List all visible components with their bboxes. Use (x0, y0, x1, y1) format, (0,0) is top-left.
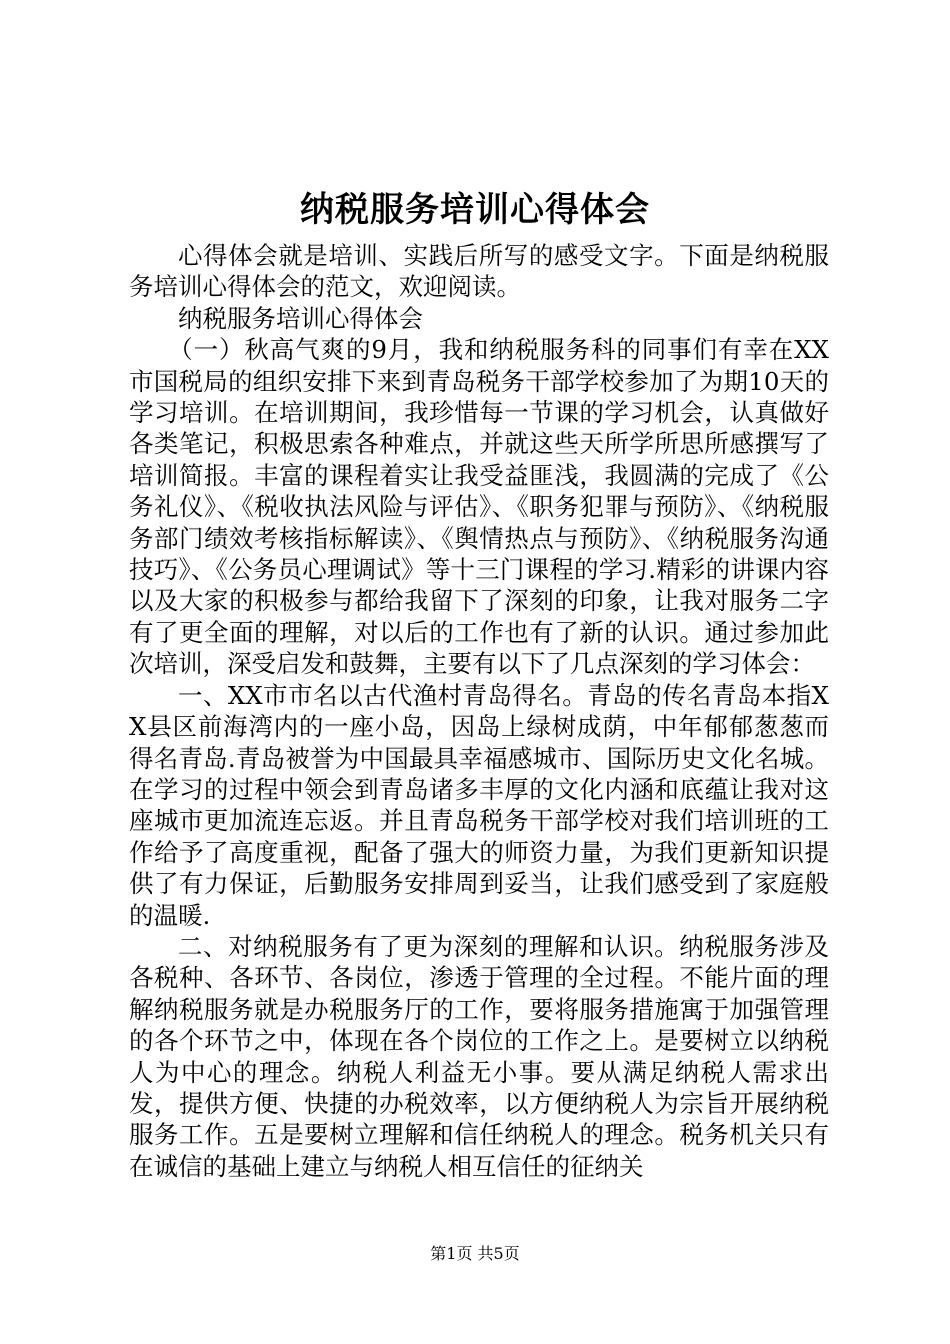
paragraph-part-one: （一）秋高气爽的9月，我和纳税服务科的同事们有幸在XX市国税局的组织安排下来到青岛税务干部学校参加了为期10天的学习培训。在培训期间，我珍惜每一节课的学习机会，认真做好各类笔记，积极思索各种难点，并就这些天所学所思所感撰写了培训简报。丰富的课程着实让我受益匪浅，我圆满的完成了《公务礼仪》、《税收执法风险与评估》、《职务犯罪与预防》、《纳税服务部门绩效考核指标解读》、《舆情热点与预防》、《纳税服务沟通技巧》、《公务员心理调试》等十三门课程的学习.精彩的讲课内容以及大家的积极参与都给我留下了深刻的印象，让我对服务二字有了更全面的理解，对以后的工作也有了新的认识。通过参加此次培训，深受启发和鼓舞，主要有以下了几点深刻的学习体会： (129, 335, 829, 679)
document-title: 纳税服务培训心得体会 (300, 190, 650, 230)
document-body (129, 240, 829, 1182)
page-number-footer: 第1页 共5页 (430, 1244, 520, 1263)
paragraph-point-two: 二、对纳税服务有了更为深刻的理解和认识。纳税服务涉及各税种、各环节、各岗位，渗透于管理的全过程。不能片面的理解纳税服务就是办税服务厅的工作，要将服务措施寓于加强管理的各个环节之中，体现在各个岗位的工作之上。是要树立以纳税人为中心的理念。纳税人利益无小事。要从满足纳税人需求出发，提供方便、快捷的办税效率，以方便纳税人为宗旨开展纳税服务工作。五是要树立理解和信任纳税人的理念。税务机关只有在诚信的基础上建立与纳税人相互信任的征纳关 (129, 931, 829, 1181)
paragraph-subtitle: 纳税服务培训心得体会 (178, 303, 423, 333)
paragraph-point-one: 一、XX市市名以古代渔村青岛得名。青岛的传名青岛本指XX县区前海湾内的一座小岛，因岛上绿树成荫，中年郁郁葱葱而得名青岛.青岛被誉为中国最具幸福感城市、国际历史文化名城。在学习的过程中领会到青岛诸多丰厚的文化内涵和底蕴让我对这座城市更加流连忘返。并且青岛税务干部学校对我们培训班的工作给予了高度重视，配备了强大的师资力量，为我们更新知识提供了有力保证，后勤服务安排周到妥当，让我们感受到了家庭般的温暖. (129, 680, 829, 930)
paragraph-intro: 心得体会就是培训、实践后所写的感受文字。下面是纳税服务培训心得体会的范文，欢迎阅读。 (129, 241, 829, 302)
